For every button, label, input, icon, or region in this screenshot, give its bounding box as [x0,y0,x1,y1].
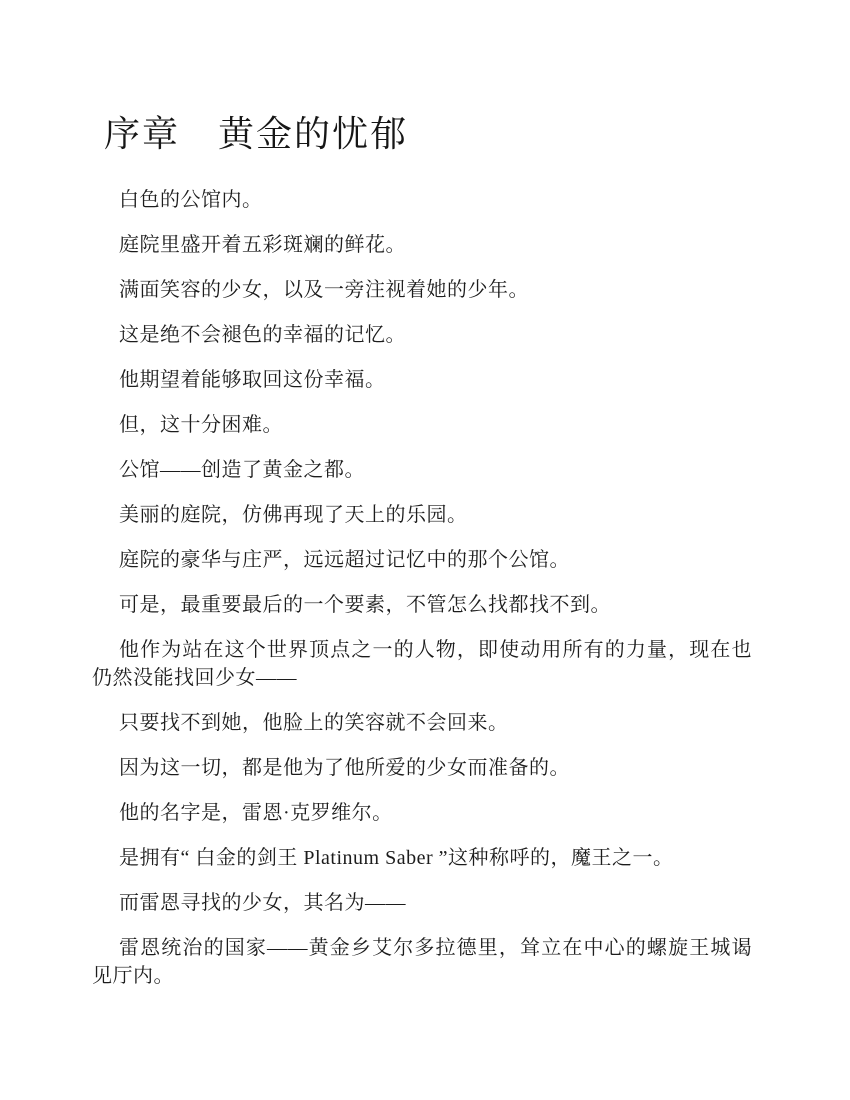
paragraph: 白色的公馆内。 [119,189,263,211]
paragraph: 公馆——创造了黄金之都。 [119,459,365,481]
paragraph: 他期望着能够取回这份幸福。 [119,369,386,391]
paragraph: 他作为站在这个世界顶点之一的人物，即使动用所有的力量，现在也仍然没能找回少女—— [92,639,752,689]
paragraph: 雷恩统治的国家——黄金乡艾尔多拉德里，耸立在中心的螺旋王城谒见厅内。 [92,937,752,987]
paragraph: 因为这一切，都是他为了他所爱的少女而准备的。 [119,757,570,779]
paragraph: 他的名字是，雷恩·克罗维尔。 [119,802,393,824]
paragraph: 美丽的庭院，仿佛再现了天上的乐园。 [119,504,468,526]
paragraph: 但，这十分困难。 [119,414,283,436]
paragraph: 可是，最重要最后的一个要素，不管怎么找都找不到。 [119,594,611,616]
paragraph: 是拥有“ 白金的剑王 Platinum Saber ”这种称呼的，魔王之一。 [119,847,674,869]
paragraph: 庭院的豪华与庄严，远远超过记忆中的那个公馆。 [119,549,570,571]
paragraph: 满面笑容的少女，以及一旁注视着她的少年。 [119,279,529,301]
paragraph: 而雷恩寻找的少女，其名为—— [119,892,406,914]
paragraph: 庭院里盛开着五彩斑斓的鲜花。 [119,234,406,256]
body-text [92,156,752,990]
paragraph: 只要找不到她，他脸上的笑容就不会回来。 [119,712,509,734]
paragraph: 这是绝不会褪色的幸福的记忆。 [119,324,406,346]
chapter-title: 序章 黄金的忧郁 [104,114,409,154]
